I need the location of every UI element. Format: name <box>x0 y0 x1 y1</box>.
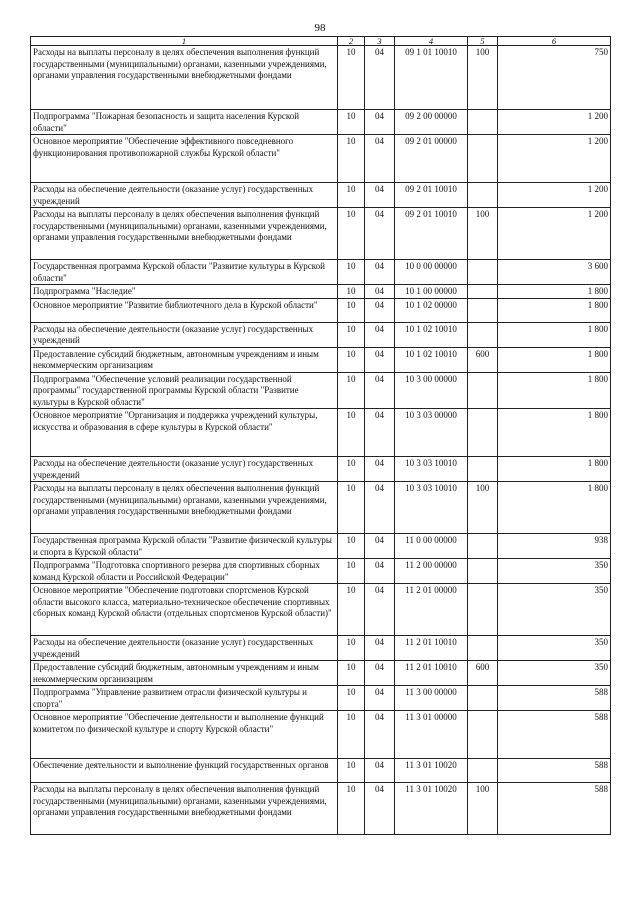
row-amount-cell: 750 <box>498 46 611 110</box>
row-section-cell: 10 <box>338 783 365 835</box>
row-name-cell: Государственная программа Курской области "Развитие культуры в Курской области" <box>31 260 338 285</box>
column-header: 6 <box>498 37 611 46</box>
row-expense-type-cell <box>468 409 498 457</box>
row-target-article-cell: 10 0 00 00000 <box>395 260 468 285</box>
row-target-article-cell: 10 1 00 00000 <box>395 285 468 299</box>
row-section-cell: 10 <box>338 636 365 661</box>
row-subsection-cell: 04 <box>365 298 395 322</box>
row-target-article-cell: 09 1 01 10010 <box>395 46 468 110</box>
row-subsection-cell: 04 <box>365 135 395 183</box>
row-name-cell: Подпрограмма "Обеспечение условий реализации государственной программы" государственной программы Курской области "Развитие культуры в Курской области" <box>31 372 338 409</box>
row-section-cell: 10 <box>338 372 365 409</box>
row-expense-type-cell: 100 <box>468 208 498 260</box>
row-target-article-cell: 10 3 03 00000 <box>395 409 468 457</box>
row-target-article-cell: 11 0 00 00000 <box>395 534 468 559</box>
table-row <box>31 135 611 183</box>
row-name-cell: Расходы на обеспечение деятельности (оказание услуг) государственных учреждений <box>31 183 338 208</box>
row-section-cell: 10 <box>338 285 365 299</box>
table-row <box>31 46 611 110</box>
row-section-cell: 10 <box>338 559 365 584</box>
row-amount-cell: 588 <box>498 783 611 835</box>
row-subsection-cell: 04 <box>365 183 395 208</box>
row-name-cell: Подпрограмма "Подготовка спортивного резерва для спортивных сборных команд Курской области и Российской Федерации" <box>31 559 338 584</box>
row-subsection-cell: 04 <box>365 759 395 783</box>
row-amount-cell: 1 800 <box>498 482 611 534</box>
table-row <box>31 457 611 482</box>
row-expense-type-cell <box>468 457 498 482</box>
row-name-cell: Основное мероприятие "Обеспечение эффективного повседневного функционирования противопожарной службы Курской области" <box>31 135 338 183</box>
row-expense-type-cell <box>468 636 498 661</box>
table-row <box>31 686 611 711</box>
table-header-row <box>31 37 611 46</box>
row-expense-type-cell: 600 <box>468 661 498 686</box>
table-row <box>31 636 611 661</box>
table-row <box>31 759 611 783</box>
row-subsection-cell: 04 <box>365 260 395 285</box>
row-amount-cell: 1 800 <box>498 298 611 322</box>
row-subsection-cell: 04 <box>365 711 395 759</box>
column-header: 1 <box>31 37 338 46</box>
row-target-article-cell: 10 3 03 10010 <box>395 482 468 534</box>
row-target-article-cell: 11 3 01 10020 <box>395 759 468 783</box>
row-target-article-cell: 11 2 01 10010 <box>395 661 468 686</box>
row-name-cell: Государственная программа Курской области "Развитие физической культуры и спорта в Курской области" <box>31 534 338 559</box>
table-row <box>31 409 611 457</box>
row-name-cell: Расходы на выплаты персоналу в целях обеспечения выполнения функций государственными (муниципальными) органами, казенными учреждениями, органами управления государственными внебюджетными фондами <box>31 208 338 260</box>
row-amount-cell: 350 <box>498 661 611 686</box>
row-target-article-cell: 11 2 00 00000 <box>395 559 468 584</box>
row-name-cell: Основное мероприятие "Обеспечение деятельности и выполнение функций комитетом по физической культуре и спорту Курской области" <box>31 711 338 759</box>
row-section-cell: 10 <box>338 686 365 711</box>
row-expense-type-cell <box>468 110 498 135</box>
row-section-cell: 10 <box>338 183 365 208</box>
table-row <box>31 584 611 636</box>
row-subsection-cell: 04 <box>365 46 395 110</box>
row-amount-cell: 1 800 <box>498 347 611 372</box>
row-target-article-cell: 10 3 00 00000 <box>395 372 468 409</box>
row-expense-type-cell: 100 <box>468 46 498 110</box>
row-amount-cell: 350 <box>498 636 611 661</box>
row-subsection-cell: 04 <box>365 661 395 686</box>
row-name-cell: Предоставление субсидий бюджетным, автономным учреждениям и иным некоммерческим организациям <box>31 661 338 686</box>
table-row <box>31 482 611 534</box>
row-subsection-cell: 04 <box>365 347 395 372</box>
row-target-article-cell: 11 2 01 00000 <box>395 584 468 636</box>
row-subsection-cell: 04 <box>365 636 395 661</box>
row-section-cell: 10 <box>338 208 365 260</box>
page-number: 98 <box>314 22 326 34</box>
row-amount-cell: 350 <box>498 584 611 636</box>
budget-table <box>30 36 611 835</box>
table-row <box>31 208 611 260</box>
row-name-cell: Расходы на обеспечение деятельности (оказание услуг) государственных учреждений <box>31 457 338 482</box>
row-amount-cell: 3 600 <box>498 260 611 285</box>
row-name-cell: Основное мероприятие "Организация и поддержка учреждений культуры, искусства и образования в сфере культуры в Курской области" <box>31 409 338 457</box>
row-subsection-cell: 04 <box>365 482 395 534</box>
row-subsection-cell: 04 <box>365 372 395 409</box>
row-expense-type-cell: 100 <box>468 783 498 835</box>
row-subsection-cell: 04 <box>365 208 395 260</box>
row-name-cell: Расходы на выплаты персоналу в целях обеспечения выполнения функций государственными (муниципальными) органами, казенными учреждениями, органами управления государственными внебюджетными фондами <box>31 482 338 534</box>
row-name-cell: Основное мероприятие "Обеспечение подготовки спортсменов Курской области высокого класса, материально-техническое обеспечение спортивных сборных команд Курской области (отдельных спортсменов Курской области)" <box>31 584 338 636</box>
row-section-cell: 10 <box>338 260 365 285</box>
row-name-cell: Подпрограмма "Наследие" <box>31 285 338 299</box>
row-section-cell: 10 <box>338 661 365 686</box>
row-target-article-cell: 11 3 01 10020 <box>395 783 468 835</box>
table-row <box>31 298 611 322</box>
row-subsection-cell: 04 <box>365 409 395 457</box>
row-amount-cell: 1 200 <box>498 135 611 183</box>
row-subsection-cell: 04 <box>365 285 395 299</box>
row-amount-cell: 588 <box>498 759 611 783</box>
row-section-cell: 10 <box>338 584 365 636</box>
table-row <box>31 711 611 759</box>
row-expense-type-cell <box>468 711 498 759</box>
row-section-cell: 10 <box>338 759 365 783</box>
row-section-cell: 10 <box>338 711 365 759</box>
row-amount-cell: 1 200 <box>498 183 611 208</box>
row-subsection-cell: 04 <box>365 584 395 636</box>
row-name-cell: Обеспечение деятельности и выполнение функций государственных органов <box>31 759 338 783</box>
row-expense-type-cell <box>468 372 498 409</box>
row-name-cell: Расходы на выплаты персоналу в целях обеспечения выполнения функций государственными (муниципальными) органами, казенными учреждениями, органами управления государственными внебюджетными фондами <box>31 783 338 835</box>
table-body <box>31 46 611 835</box>
row-target-article-cell: 10 3 03 10010 <box>395 457 468 482</box>
row-subsection-cell: 04 <box>365 686 395 711</box>
row-expense-type-cell <box>468 559 498 584</box>
row-expense-type-cell <box>468 534 498 559</box>
row-amount-cell: 1 200 <box>498 110 611 135</box>
column-header: 2 <box>338 37 365 46</box>
table-row <box>31 661 611 686</box>
row-target-article-cell: 10 1 02 00000 <box>395 298 468 322</box>
row-target-article-cell: 09 2 01 00000 <box>395 135 468 183</box>
row-section-cell: 10 <box>338 298 365 322</box>
row-target-article-cell: 10 1 02 10010 <box>395 347 468 372</box>
row-expense-type-cell <box>468 298 498 322</box>
row-section-cell: 10 <box>338 110 365 135</box>
row-subsection-cell: 04 <box>365 322 395 347</box>
row-amount-cell: 1 800 <box>498 285 611 299</box>
row-subsection-cell: 04 <box>365 534 395 559</box>
table-row <box>31 322 611 347</box>
table-row <box>31 183 611 208</box>
row-section-cell: 10 <box>338 347 365 372</box>
row-name-cell: Расходы на обеспечение деятельности (оказание услуг) государственных учреждений <box>31 636 338 661</box>
row-target-article-cell: 10 1 02 10010 <box>395 322 468 347</box>
row-name-cell: Предоставление субсидий бюджетным, автономным учреждениям и иным некоммерческим организациям <box>31 347 338 372</box>
row-section-cell: 10 <box>338 534 365 559</box>
table-row <box>31 783 611 835</box>
table-row <box>31 110 611 135</box>
row-section-cell: 10 <box>338 409 365 457</box>
row-name-cell: Расходы на выплаты персоналу в целях обеспечения выполнения функций государственными (муниципальными) органами, казенными учреждениями, органами управления государственными внебюджетными фондами <box>31 46 338 110</box>
table-row <box>31 372 611 409</box>
row-section-cell: 10 <box>338 322 365 347</box>
column-header: 3 <box>365 37 395 46</box>
row-expense-type-cell <box>468 260 498 285</box>
row-name-cell: Подпрограмма "Управление развитием отрасли физической культуры и спорта" <box>31 686 338 711</box>
table-row <box>31 559 611 584</box>
row-target-article-cell: 11 3 00 00000 <box>395 686 468 711</box>
row-section-cell: 10 <box>338 482 365 534</box>
row-name-cell: Расходы на обеспечение деятельности (оказание услуг) государственных учреждений <box>31 322 338 347</box>
row-subsection-cell: 04 <box>365 783 395 835</box>
table-row <box>31 347 611 372</box>
row-target-article-cell: 09 2 01 10010 <box>395 183 468 208</box>
row-expense-type-cell: 100 <box>468 482 498 534</box>
column-header: 5 <box>468 37 498 46</box>
row-amount-cell: 1 800 <box>498 372 611 409</box>
row-name-cell: Основное мероприятие "Развитие библиотечного дела в Курской области" <box>31 298 338 322</box>
row-target-article-cell: 11 3 01 00000 <box>395 711 468 759</box>
row-target-article-cell: 09 2 01 10010 <box>395 208 468 260</box>
row-expense-type-cell <box>468 759 498 783</box>
column-header: 4 <box>395 37 468 46</box>
row-subsection-cell: 04 <box>365 559 395 584</box>
row-expense-type-cell <box>468 285 498 299</box>
row-expense-type-cell: 600 <box>468 347 498 372</box>
row-amount-cell: 938 <box>498 534 611 559</box>
row-section-cell: 10 <box>338 135 365 183</box>
row-amount-cell: 1 800 <box>498 409 611 457</box>
row-section-cell: 10 <box>338 457 365 482</box>
row-amount-cell: 350 <box>498 559 611 584</box>
table-row <box>31 260 611 285</box>
row-expense-type-cell <box>468 322 498 347</box>
row-amount-cell: 588 <box>498 686 611 711</box>
row-expense-type-cell <box>468 183 498 208</box>
row-amount-cell: 1 200 <box>498 208 611 260</box>
row-expense-type-cell <box>468 135 498 183</box>
row-subsection-cell: 04 <box>365 110 395 135</box>
table-row <box>31 285 611 299</box>
row-target-article-cell: 11 2 01 10010 <box>395 636 468 661</box>
row-amount-cell: 1 800 <box>498 457 611 482</box>
row-expense-type-cell <box>468 584 498 636</box>
row-section-cell: 10 <box>338 46 365 110</box>
row-target-article-cell: 09 2 00 00000 <box>395 110 468 135</box>
row-expense-type-cell <box>468 686 498 711</box>
row-amount-cell: 1 800 <box>498 322 611 347</box>
table-row <box>31 534 611 559</box>
row-amount-cell: 588 <box>498 711 611 759</box>
row-subsection-cell: 04 <box>365 457 395 482</box>
row-name-cell: Подпрограмма "Пожарная безопасность и защита населения Курской области" <box>31 110 338 135</box>
